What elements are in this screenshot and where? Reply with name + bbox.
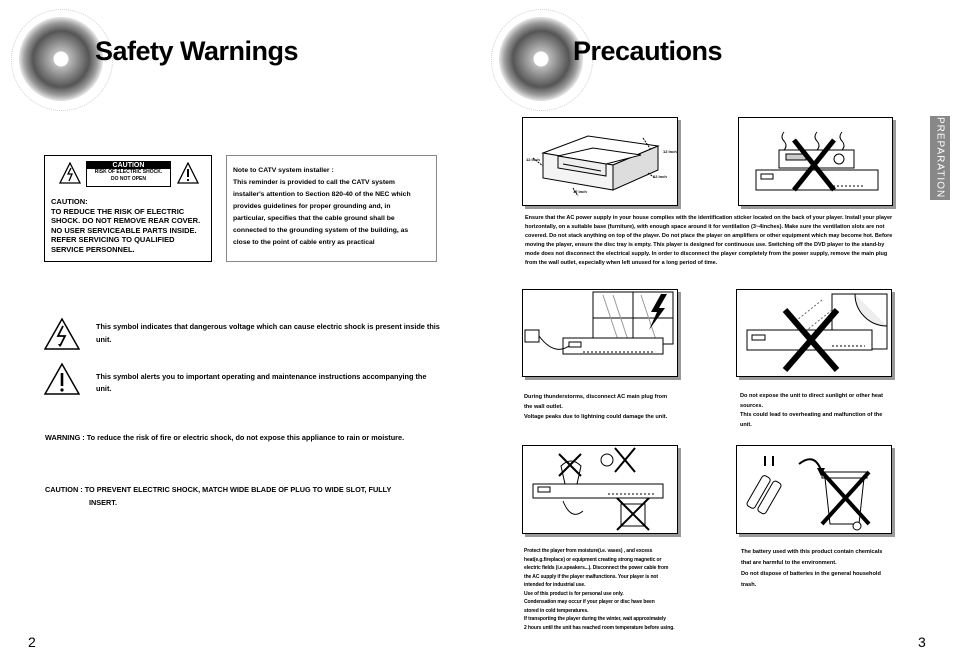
heat-illustration bbox=[738, 117, 893, 206]
symbol-voltage-text: This symbol indicates that dangerous voltage which can cause electric shock is present inside this unit. bbox=[96, 322, 440, 344]
thunder-line: Voltage peaks due to lightning could damage the unit. bbox=[524, 414, 668, 420]
thunder-line: the wall outlet. bbox=[524, 404, 563, 410]
caution-label-line1: RISK OF ELECTRIC SHOCK. bbox=[94, 169, 163, 175]
sunlight-illustration bbox=[736, 289, 892, 377]
catv-note-line: connected to the grounding system of the building, as bbox=[233, 227, 409, 234]
moisture-line: Condensation may occur if your player or disc have been bbox=[524, 599, 655, 605]
sunlight-line: Do not expose the unit to direct sunlight or other heat bbox=[740, 393, 883, 399]
moisture-line: stored in cold temperatures. bbox=[524, 607, 589, 614]
catv-note-box bbox=[226, 155, 437, 262]
battery-line: trash. bbox=[741, 582, 757, 588]
caution-plug-text bbox=[45, 483, 391, 509]
battery-line: that are harmful to the environment. bbox=[741, 560, 837, 566]
battery-line: The battery used with this product contain chemicals bbox=[741, 549, 883, 555]
caution-label-lightning-icon bbox=[59, 162, 81, 189]
moisture-line: Use of this product is for personal use only. bbox=[524, 590, 624, 597]
symbol-alert-text: This symbol alerts you to important operating and maintenance instructions accompanying the unit. bbox=[96, 372, 427, 393]
thunder-line: During thunderstorms, disconnect AC main plug from bbox=[524, 394, 668, 400]
moisture-line: heat(e.g.fireplace) or equipment creating strong magnetic or bbox=[524, 556, 662, 563]
thunderstorm-illustration bbox=[522, 289, 678, 377]
precautions-title: Precautions bbox=[573, 36, 723, 66]
lightning-symbol-icon bbox=[44, 318, 80, 350]
caution-line: SHOCK. DO NOT REMOVE REAR COVER. bbox=[51, 216, 201, 225]
moisture-line: the AC supply if the player malfunctions. Your player is not bbox=[524, 573, 658, 580]
catv-note-line: provides guidelines for proper grounding and, in bbox=[233, 203, 391, 210]
page-number-right: 3 bbox=[918, 634, 926, 650]
moisture-illustration bbox=[522, 445, 678, 534]
thunder-text bbox=[524, 392, 667, 422]
caution-label bbox=[86, 161, 171, 187]
sunlight-line: This could lead to overheating and malfunction of the bbox=[740, 412, 883, 418]
page-number-left: 2 bbox=[28, 634, 36, 650]
moisture-line: intended for industrial use. bbox=[524, 582, 586, 588]
catv-note-line: Note to CATV system installer : bbox=[233, 167, 334, 174]
sunlight-text bbox=[740, 392, 883, 430]
caution-line: NO USER SERVICEABLE PARTS INSIDE. bbox=[51, 225, 197, 235]
caution-line: REFER SERVICING TO QUALIFIED bbox=[51, 235, 175, 244]
caution-label-exclamation-icon bbox=[177, 162, 199, 189]
catv-note-line: close to the point of cable entry as practical bbox=[233, 239, 375, 246]
caution-box bbox=[44, 155, 212, 262]
catv-note-text bbox=[233, 165, 411, 249]
caution-plug-line1: CAUTION : TO PREVENT ELECTRIC SHOCK, MATCH WIDE BLADE OF PLUG TO WIDE SLOT, FULLY bbox=[45, 485, 392, 494]
caution-line: TO REDUCE THE RISK OF ELECTRIC bbox=[51, 206, 185, 216]
catv-note-line: installer's attention to Section 820-40 of the NEC which bbox=[233, 191, 411, 198]
exclamation-symbol-icon bbox=[44, 363, 80, 395]
caution-label-line2: DO NOT OPEN bbox=[110, 176, 146, 182]
preparation-tab bbox=[930, 116, 950, 200]
moisture-line: electric fields (i.e.speakers...). Disconnect the power cable from bbox=[524, 565, 669, 571]
sunlight-line: sources. bbox=[740, 402, 764, 409]
moisture-text bbox=[524, 547, 674, 632]
preparation-tab-label: PREPARATION bbox=[934, 117, 946, 199]
moisture-line: If transporting the player during the winter, wait approximately bbox=[524, 616, 666, 622]
battery-text bbox=[741, 547, 882, 591]
caution-line: CAUTION: bbox=[51, 197, 88, 206]
battery-illustration bbox=[736, 445, 892, 534]
moisture-line: Protect the player from moisture(i.e. vases) , and excess bbox=[524, 548, 653, 554]
ventilation-label-right: 12 Inch bbox=[653, 174, 667, 179]
caution-line: SERVICE PERSONNEL. bbox=[51, 244, 135, 254]
moisture-line: 2 hours until the unit has reached room temperature before using. bbox=[524, 624, 675, 631]
caution-plug-line2: INSERT. bbox=[89, 498, 117, 507]
ventilation-text: Ensure that the AC power supply in your house complies with the identification sticker located on the back of your player. Install your player horizontally, on a suitable base (furniture), with enough space around it for ventilation (3~4inches). Make sure the ventilation slots are not covered. Do not stack anything on top of the player. Do not place the player on amplifiers or other equipment which may become hot. Before moving the player, ensure the disc tray is empty. This player is designed for continuous use. Switching off the DVD player to the stand-by mode does not disconnect the electrical supply. In order to disconnect the player completely from the power supply, remove the main plug from the wall outlet, especially when left unused for a long period of time. bbox=[525, 215, 893, 266]
caution-text bbox=[51, 197, 200, 254]
warning-text: WARNING : To reduce the risk of fire or electric shock, do not expose this appliance to rain or moisture. bbox=[45, 433, 405, 442]
ventilation-label-left: 12 Inch bbox=[526, 157, 540, 162]
battery-line: Do not dispose of batteries in the general household bbox=[741, 571, 881, 577]
catv-note-line: particular, specifies that the cable ground shall be bbox=[233, 215, 395, 222]
ventilation-label-top: 12 Inch bbox=[663, 149, 677, 154]
catv-note-line: This reminder is provided to call the CATV system bbox=[233, 179, 395, 186]
sunlight-line: unit. bbox=[740, 421, 752, 428]
ventilation-illustration bbox=[522, 117, 678, 206]
caution-label-header: CAUTION bbox=[87, 162, 170, 169]
safety-warnings-title: Safety Warnings bbox=[95, 36, 299, 66]
ventilation-label-bottom: 12 Inch bbox=[573, 189, 587, 194]
